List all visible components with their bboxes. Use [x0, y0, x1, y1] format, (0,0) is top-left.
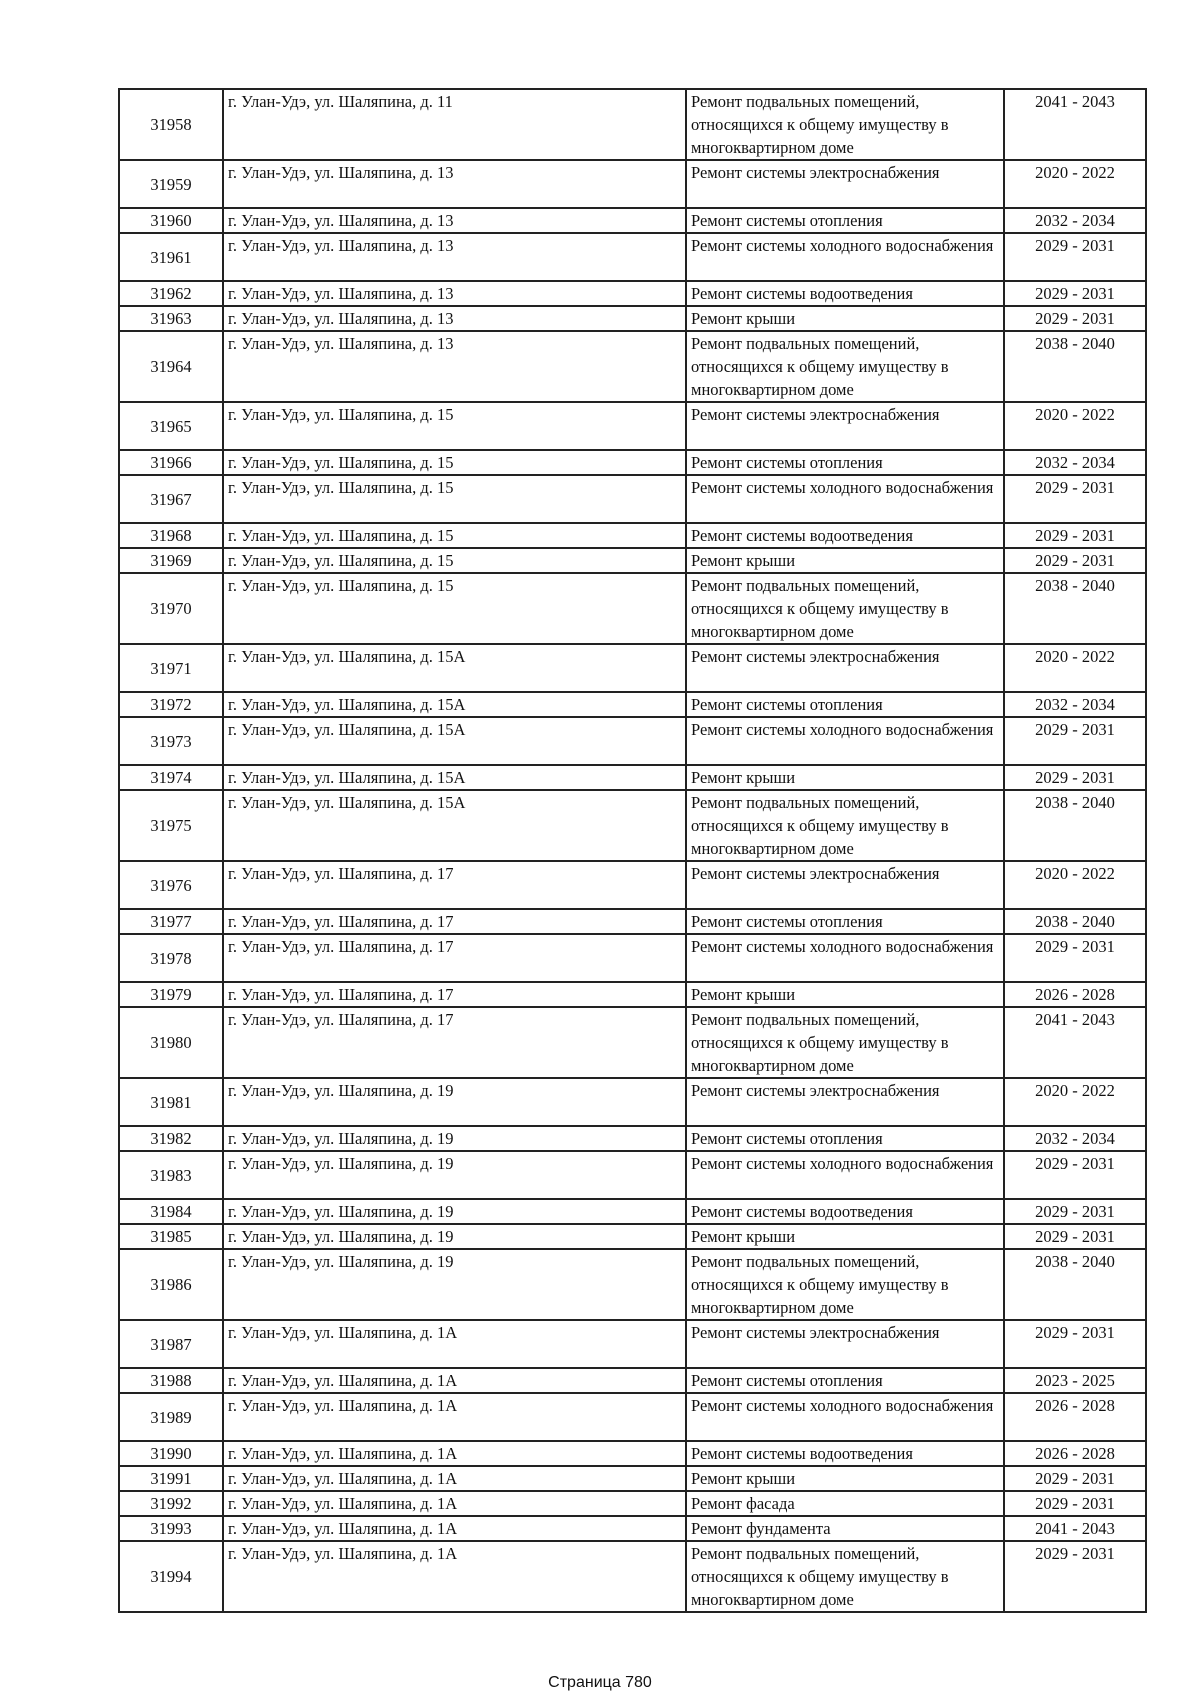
address-cell: г. Улан-Удэ, ул. Шаляпина, д. 1А — [223, 1393, 686, 1441]
table-row — [119, 450, 1146, 475]
row-number: 31966 — [119, 450, 223, 475]
work-type-cell: Ремонт системы отопления — [686, 692, 1004, 717]
work-type-cell: Ремонт подвальных помещений, относящихся к общему имуществу в многоквартирном доме — [686, 1541, 1004, 1612]
address-cell: г. Улан-Удэ, ул. Шаляпина, д. 17 — [223, 934, 686, 982]
work-type-cell: Ремонт крыши — [686, 1224, 1004, 1249]
row-number: 31959 — [119, 160, 223, 208]
row-number: 31988 — [119, 1368, 223, 1393]
table-row — [119, 1199, 1146, 1224]
table-row — [119, 644, 1146, 692]
table-row — [119, 306, 1146, 331]
table-row — [119, 982, 1146, 1007]
years-cell: 2032 - 2034 — [1004, 1126, 1146, 1151]
work-type-cell: Ремонт системы водоотведения — [686, 281, 1004, 306]
row-number: 31994 — [119, 1541, 223, 1612]
address-cell: г. Улан-Удэ, ул. Шаляпина, д. 15А — [223, 692, 686, 717]
work-type-cell: Ремонт крыши — [686, 982, 1004, 1007]
table-row — [119, 1249, 1146, 1320]
row-number: 31990 — [119, 1441, 223, 1466]
row-number: 31985 — [119, 1224, 223, 1249]
table-row — [119, 1320, 1146, 1368]
row-number: 31987 — [119, 1320, 223, 1368]
years-cell: 2029 - 2031 — [1004, 233, 1146, 281]
work-type-cell: Ремонт системы отопления — [686, 1126, 1004, 1151]
years-cell: 2029 - 2031 — [1004, 1541, 1146, 1612]
row-number: 31970 — [119, 573, 223, 644]
row-number: 31967 — [119, 475, 223, 523]
years-cell: 2020 - 2022 — [1004, 644, 1146, 692]
address-cell: г. Улан-Удэ, ул. Шаляпина, д. 13 — [223, 281, 686, 306]
years-cell: 2038 - 2040 — [1004, 1249, 1146, 1320]
years-cell: 2029 - 2031 — [1004, 1224, 1146, 1249]
address-cell: г. Улан-Удэ, ул. Шаляпина, д. 13 — [223, 233, 686, 281]
work-type-cell: Ремонт системы электроснабжения — [686, 644, 1004, 692]
address-cell: г. Улан-Удэ, ул. Шаляпина, д. 19 — [223, 1126, 686, 1151]
work-type-cell: Ремонт системы отопления — [686, 1368, 1004, 1393]
table-row — [119, 548, 1146, 573]
years-cell: 2038 - 2040 — [1004, 573, 1146, 644]
table-row — [119, 1491, 1146, 1516]
address-cell: г. Улан-Удэ, ул. Шаляпина, д. 19 — [223, 1249, 686, 1320]
address-cell: г. Улан-Удэ, ул. Шаляпина, д. 13 — [223, 331, 686, 402]
years-cell: 2029 - 2031 — [1004, 765, 1146, 790]
table-row — [119, 1393, 1146, 1441]
work-type-cell: Ремонт системы холодного водоснабжения — [686, 475, 1004, 523]
years-cell: 2032 - 2034 — [1004, 208, 1146, 233]
address-cell: г. Улан-Удэ, ул. Шаляпина, д. 15 — [223, 450, 686, 475]
address-cell: г. Улан-Удэ, ул. Шаляпина, д. 17 — [223, 1007, 686, 1078]
address-cell: г. Улан-Удэ, ул. Шаляпина, д. 15А — [223, 790, 686, 861]
row-number: 31973 — [119, 717, 223, 765]
row-number: 31962 — [119, 281, 223, 306]
years-cell: 2041 - 2043 — [1004, 89, 1146, 160]
row-number: 31968 — [119, 523, 223, 548]
table-row — [119, 331, 1146, 402]
row-number: 31965 — [119, 402, 223, 450]
years-cell: 2023 - 2025 — [1004, 1368, 1146, 1393]
row-number: 31992 — [119, 1491, 223, 1516]
table-row — [119, 909, 1146, 934]
address-cell: г. Улан-Удэ, ул. Шаляпина, д. 15 — [223, 475, 686, 523]
work-type-cell: Ремонт подвальных помещений, относящихся к общему имуществу в многоквартирном доме — [686, 1007, 1004, 1078]
years-cell: 2038 - 2040 — [1004, 790, 1146, 861]
table-row — [119, 717, 1146, 765]
years-cell: 2020 - 2022 — [1004, 160, 1146, 208]
address-cell: г. Улан-Удэ, ул. Шаляпина, д. 19 — [223, 1151, 686, 1199]
work-type-cell: Ремонт системы отопления — [686, 909, 1004, 934]
years-cell: 2041 - 2043 — [1004, 1516, 1146, 1541]
table-row — [119, 1466, 1146, 1491]
work-type-cell: Ремонт системы электроснабжения — [686, 160, 1004, 208]
address-cell: г. Улан-Удэ, ул. Шаляпина, д. 15А — [223, 717, 686, 765]
years-cell: 2020 - 2022 — [1004, 402, 1146, 450]
row-number: 31989 — [119, 1393, 223, 1441]
address-cell: г. Улан-Удэ, ул. Шаляпина, д. 1А — [223, 1491, 686, 1516]
row-number: 31980 — [119, 1007, 223, 1078]
years-cell: 2029 - 2031 — [1004, 1151, 1146, 1199]
row-number: 31964 — [119, 331, 223, 402]
row-number: 31986 — [119, 1249, 223, 1320]
table-row — [119, 160, 1146, 208]
years-cell: 2029 - 2031 — [1004, 281, 1146, 306]
address-cell: г. Улан-Удэ, ул. Шаляпина, д. 1А — [223, 1441, 686, 1466]
table-row — [119, 692, 1146, 717]
work-type-cell: Ремонт системы холодного водоснабжения — [686, 934, 1004, 982]
table-row — [119, 1151, 1146, 1199]
table-row — [119, 402, 1146, 450]
table-row — [119, 1224, 1146, 1249]
years-cell: 2029 - 2031 — [1004, 306, 1146, 331]
years-cell: 2029 - 2031 — [1004, 934, 1146, 982]
row-number: 31963 — [119, 306, 223, 331]
address-cell: г. Улан-Удэ, ул. Шаляпина, д. 13 — [223, 208, 686, 233]
row-number: 31978 — [119, 934, 223, 982]
years-cell: 2020 - 2022 — [1004, 861, 1146, 909]
work-type-cell: Ремонт фасада — [686, 1491, 1004, 1516]
work-type-cell: Ремонт системы водоотведения — [686, 1441, 1004, 1466]
work-type-cell: Ремонт системы холодного водоснабжения — [686, 717, 1004, 765]
row-number: 31974 — [119, 765, 223, 790]
table-row — [119, 281, 1146, 306]
work-type-cell: Ремонт крыши — [686, 306, 1004, 331]
work-type-cell: Ремонт системы электроснабжения — [686, 1320, 1004, 1368]
row-number: 31983 — [119, 1151, 223, 1199]
table-row — [119, 1516, 1146, 1541]
address-cell: г. Улан-Удэ, ул. Шаляпина, д. 15 — [223, 402, 686, 450]
address-cell: г. Улан-Удэ, ул. Шаляпина, д. 17 — [223, 909, 686, 934]
table-row — [119, 790, 1146, 861]
work-type-cell: Ремонт системы электроснабжения — [686, 861, 1004, 909]
work-type-cell: Ремонт системы холодного водоснабжения — [686, 1151, 1004, 1199]
years-cell: 2026 - 2028 — [1004, 1393, 1146, 1441]
years-cell: 2029 - 2031 — [1004, 1466, 1146, 1491]
table-row — [119, 861, 1146, 909]
address-cell: г. Улан-Удэ, ул. Шаляпина, д. 17 — [223, 982, 686, 1007]
years-cell: 2026 - 2028 — [1004, 982, 1146, 1007]
work-type-cell: Ремонт системы холодного водоснабжения — [686, 233, 1004, 281]
table-row — [119, 1441, 1146, 1466]
years-cell: 2032 - 2034 — [1004, 692, 1146, 717]
table-row — [119, 1078, 1146, 1126]
years-cell: 2032 - 2034 — [1004, 450, 1146, 475]
address-cell: г. Улан-Удэ, ул. Шаляпина, д. 19 — [223, 1199, 686, 1224]
address-cell: г. Улан-Удэ, ул. Шаляпина, д. 1А — [223, 1516, 686, 1541]
table-body — [119, 89, 1146, 1612]
years-cell: 2026 - 2028 — [1004, 1441, 1146, 1466]
row-number: 31981 — [119, 1078, 223, 1126]
work-type-cell: Ремонт системы водоотведения — [686, 1199, 1004, 1224]
work-type-cell: Ремонт системы электроснабжения — [686, 402, 1004, 450]
work-type-cell: Ремонт системы холодного водоснабжения — [686, 1393, 1004, 1441]
row-number: 31975 — [119, 790, 223, 861]
work-type-cell: Ремонт крыши — [686, 548, 1004, 573]
years-cell: 2041 - 2043 — [1004, 1007, 1146, 1078]
address-cell: г. Улан-Удэ, ул. Шаляпина, д. 19 — [223, 1224, 686, 1249]
work-type-cell: Ремонт системы отопления — [686, 450, 1004, 475]
table-row — [119, 89, 1146, 160]
address-cell: г. Улан-Удэ, ул. Шаляпина, д. 15 — [223, 573, 686, 644]
row-number: 31977 — [119, 909, 223, 934]
years-cell: 2038 - 2040 — [1004, 331, 1146, 402]
address-cell: г. Улан-Удэ, ул. Шаляпина, д. 1А — [223, 1368, 686, 1393]
address-cell: г. Улан-Удэ, ул. Шаляпина, д. 11 — [223, 89, 686, 160]
years-cell: 2038 - 2040 — [1004, 909, 1146, 934]
address-cell: г. Улан-Удэ, ул. Шаляпина, д. 17 — [223, 861, 686, 909]
table-row — [119, 1368, 1146, 1393]
row-number: 31979 — [119, 982, 223, 1007]
table-row — [119, 233, 1146, 281]
table-row — [119, 765, 1146, 790]
table-row — [119, 475, 1146, 523]
table-row — [119, 1126, 1146, 1151]
years-cell: 2029 - 2031 — [1004, 1320, 1146, 1368]
table-row — [119, 1007, 1146, 1078]
years-cell: 2029 - 2031 — [1004, 717, 1146, 765]
work-type-cell: Ремонт крыши — [686, 1466, 1004, 1491]
address-cell: г. Улан-Удэ, ул. Шаляпина, д. 13 — [223, 306, 686, 331]
years-cell: 2029 - 2031 — [1004, 475, 1146, 523]
address-cell: г. Улан-Удэ, ул. Шаляпина, д. 15А — [223, 765, 686, 790]
page-number: Страница 780 — [548, 1674, 652, 1691]
address-cell: г. Улан-Удэ, ул. Шаляпина, д. 15 — [223, 548, 686, 573]
row-number: 31958 — [119, 89, 223, 160]
work-type-cell: Ремонт подвальных помещений, относящихся к общему имуществу в многоквартирном доме — [686, 331, 1004, 402]
work-type-cell: Ремонт подвальных помещений, относящихся к общему имуществу в многоквартирном доме — [686, 89, 1004, 160]
address-cell: г. Улан-Удэ, ул. Шаляпина, д. 15 — [223, 523, 686, 548]
table-row — [119, 523, 1146, 548]
work-type-cell: Ремонт системы электроснабжения — [686, 1078, 1004, 1126]
row-number: 31971 — [119, 644, 223, 692]
address-cell: г. Улан-Удэ, ул. Шаляпина, д. 15А — [223, 644, 686, 692]
repair-schedule-table — [118, 88, 1147, 1613]
table-row — [119, 573, 1146, 644]
address-cell: г. Улан-Удэ, ул. Шаляпина, д. 1А — [223, 1320, 686, 1368]
address-cell: г. Улан-Удэ, ул. Шаляпина, д. 19 — [223, 1078, 686, 1126]
years-cell: 2029 - 2031 — [1004, 1491, 1146, 1516]
row-number: 31984 — [119, 1199, 223, 1224]
work-type-cell: Ремонт подвальных помещений, относящихся к общему имуществу в многоквартирном доме — [686, 790, 1004, 861]
row-number: 31982 — [119, 1126, 223, 1151]
work-type-cell: Ремонт фундамента — [686, 1516, 1004, 1541]
work-type-cell: Ремонт крыши — [686, 765, 1004, 790]
work-type-cell: Ремонт системы отопления — [686, 208, 1004, 233]
row-number: 31960 — [119, 208, 223, 233]
row-number: 31976 — [119, 861, 223, 909]
address-cell: г. Улан-Удэ, ул. Шаляпина, д. 1А — [223, 1541, 686, 1612]
work-type-cell: Ремонт подвальных помещений, относящихся к общему имуществу в многоквартирном доме — [686, 573, 1004, 644]
years-cell: 2029 - 2031 — [1004, 548, 1146, 573]
table-row — [119, 208, 1146, 233]
row-number: 31991 — [119, 1466, 223, 1491]
years-cell: 2029 - 2031 — [1004, 523, 1146, 548]
address-cell: г. Улан-Удэ, ул. Шаляпина, д. 1А — [223, 1466, 686, 1491]
row-number: 31961 — [119, 233, 223, 281]
table-row — [119, 934, 1146, 982]
row-number: 31993 — [119, 1516, 223, 1541]
row-number: 31972 — [119, 692, 223, 717]
work-type-cell: Ремонт системы водоотведения — [686, 523, 1004, 548]
years-cell: 2020 - 2022 — [1004, 1078, 1146, 1126]
table-row — [119, 1541, 1146, 1612]
row-number: 31969 — [119, 548, 223, 573]
address-cell: г. Улан-Удэ, ул. Шаляпина, д. 13 — [223, 160, 686, 208]
years-cell: 2029 - 2031 — [1004, 1199, 1146, 1224]
work-type-cell: Ремонт подвальных помещений, относящихся к общему имуществу в многоквартирном доме — [686, 1249, 1004, 1320]
